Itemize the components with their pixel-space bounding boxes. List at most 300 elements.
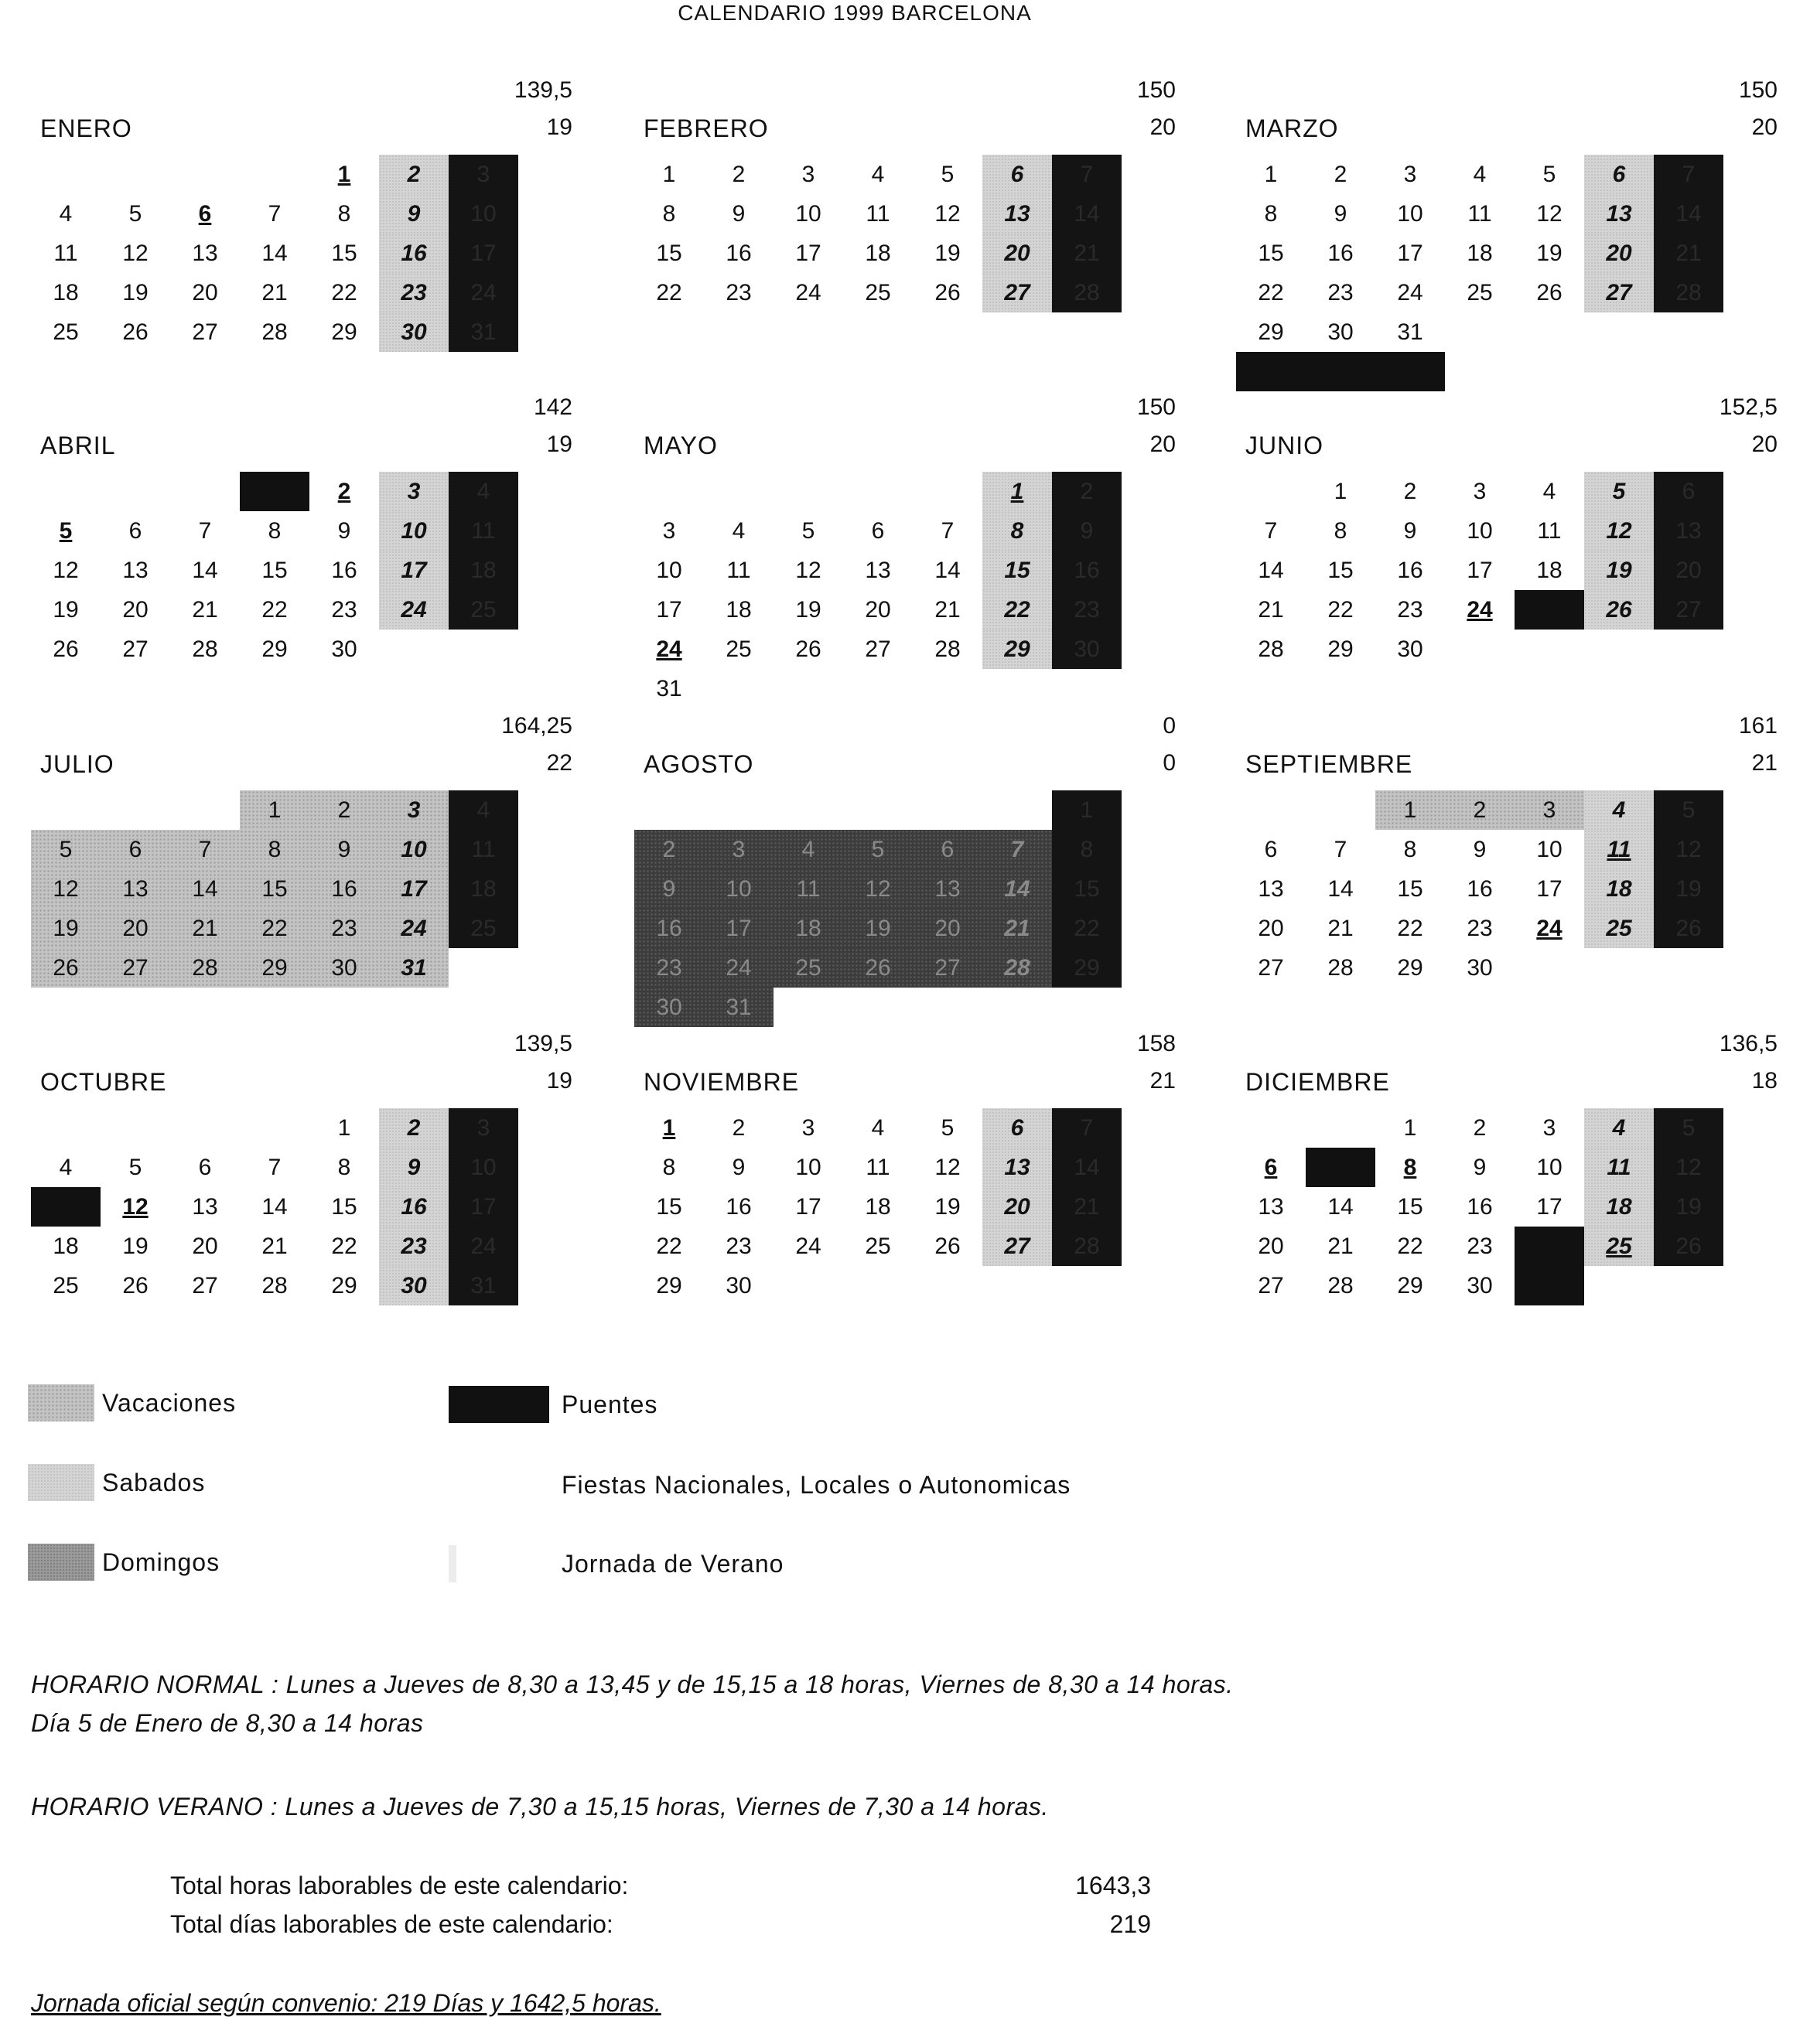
day-cell: 4 xyxy=(59,201,73,227)
day-cell: 21 xyxy=(1654,234,1723,273)
day-cell: 20 xyxy=(1584,234,1654,273)
day-cell: 13 xyxy=(1258,1194,1284,1220)
legend-verano-label: Jornada de Verano xyxy=(562,1550,784,1578)
day-cell: 26 xyxy=(1536,280,1562,305)
day-cell: 12 xyxy=(122,241,149,266)
month-workdays: 20 xyxy=(1751,432,1778,457)
day-cell: 14 xyxy=(192,558,218,583)
day-cell: 2 xyxy=(1403,479,1417,504)
day-cell: 30 xyxy=(309,948,379,988)
day-cell: 11 xyxy=(866,1155,890,1180)
day-cell: 15 xyxy=(1052,869,1122,909)
day-cell: 15 xyxy=(656,241,682,266)
month-name: OCTUBRE xyxy=(40,1068,167,1096)
day-cell: 13 xyxy=(122,558,149,583)
day-cell: 24 xyxy=(795,1234,821,1259)
day-cell: 9 xyxy=(379,194,449,234)
day-cell: 17 xyxy=(1536,876,1562,902)
day-cell: 2 xyxy=(732,162,746,187)
day-cell: 21 xyxy=(261,1234,288,1259)
month-workdays: 19 xyxy=(546,432,572,457)
day-cell: 5 xyxy=(59,518,73,544)
month-hours: 150 xyxy=(1136,394,1176,420)
day-cell: 21 xyxy=(1052,1187,1122,1227)
day-cell: 1 xyxy=(1264,162,1278,187)
puente-block xyxy=(1515,1227,1584,1266)
day-cell: 15 xyxy=(982,551,1052,590)
day-cell: 3 xyxy=(379,472,449,511)
day-cell: 2 xyxy=(379,155,449,194)
day-cell: 22 xyxy=(1397,916,1423,941)
day-cell: 4 xyxy=(871,1115,885,1141)
day-cell: 11 xyxy=(1467,201,1492,227)
day-cell: 3 xyxy=(449,1108,518,1148)
day-cell: 20 xyxy=(982,1187,1052,1227)
day-cell: 8 xyxy=(1052,830,1122,869)
page-title: CALENDARIO 1999 BARCELONA xyxy=(678,1,1032,25)
day-cell: 8 xyxy=(1403,1155,1417,1180)
total-horas-value: 1643,3 xyxy=(1075,1872,1151,1899)
day-cell: 18 xyxy=(774,909,843,948)
day-cell: 27 xyxy=(982,1227,1052,1266)
day-cell: 11 xyxy=(449,830,518,869)
day-cell: 13 xyxy=(865,558,891,583)
day-cell: 21 xyxy=(170,909,240,948)
month-agosto xyxy=(634,713,1222,1022)
day-cell: 29 xyxy=(331,1273,357,1298)
day-cell: 5 xyxy=(941,162,955,187)
day-cell: 22 xyxy=(240,909,309,948)
day-cell: 1 xyxy=(337,1115,351,1141)
month-name: JUNIO xyxy=(1245,432,1323,459)
day-cell: 6 xyxy=(101,830,170,869)
day-cell: 6 xyxy=(128,518,142,544)
day-cell: 2 xyxy=(732,1115,746,1141)
month-hours: 164,25 xyxy=(501,713,572,739)
day-cell: 2 xyxy=(634,830,704,869)
day-cell: 23 xyxy=(309,909,379,948)
day-cell: 13 xyxy=(192,241,218,266)
day-cell: 28 xyxy=(192,636,218,662)
day-cell: 15 xyxy=(656,1194,682,1220)
day-cell: 7 xyxy=(268,201,282,227)
day-cell: 23 xyxy=(1467,1234,1493,1259)
day-cell: 18 xyxy=(1467,241,1493,266)
day-cell: 29 xyxy=(1397,955,1423,981)
day-cell: 28 xyxy=(261,1273,288,1298)
day-cell: 26 xyxy=(1584,590,1654,630)
day-cell: 23 xyxy=(726,280,752,305)
day-cell: 1 xyxy=(1403,1115,1417,1141)
puente-block xyxy=(1515,590,1584,630)
day-cell: 9 xyxy=(732,1155,746,1180)
puentes-swatch xyxy=(449,1386,549,1423)
day-cell: 31 xyxy=(449,312,518,352)
day-cell: 6 xyxy=(198,201,212,227)
month-workdays: 0 xyxy=(1163,750,1176,776)
day-cell: 14 xyxy=(1258,558,1284,583)
day-cell: 14 xyxy=(982,869,1052,909)
day-cell: 8 xyxy=(662,201,676,227)
day-cell: 16 xyxy=(379,1187,449,1227)
day-cell: 30 xyxy=(634,988,704,1027)
month-name: NOVIEMBRE xyxy=(644,1068,800,1096)
day-cell: 21 xyxy=(192,597,218,623)
day-cell: 4 xyxy=(1542,479,1556,504)
vacaciones-swatch xyxy=(28,1384,94,1421)
day-cell: 27 xyxy=(122,636,149,662)
day-cell: 26 xyxy=(934,1234,961,1259)
day-cell: 20 xyxy=(192,1234,218,1259)
day-cell: 13 xyxy=(982,194,1052,234)
day-cell: 24 xyxy=(795,280,821,305)
total-horas-label: Total horas laborables de este calendario: xyxy=(170,1872,629,1899)
month-julio xyxy=(31,713,619,1022)
day-cell: 21 xyxy=(1052,234,1122,273)
month-workdays: 21 xyxy=(1751,750,1778,776)
day-cell: 25 xyxy=(1584,909,1654,948)
legend-domingos-label: Domingos xyxy=(102,1548,220,1576)
day-cell: 23 xyxy=(1397,597,1423,623)
month-octubre xyxy=(31,1031,619,1340)
day-cell: 27 xyxy=(1258,1273,1284,1298)
day-cell: 4 xyxy=(449,472,518,511)
day-cell: 2 xyxy=(379,1108,449,1148)
day-cell: 29 xyxy=(240,948,309,988)
day-cell: 30 xyxy=(726,1273,752,1298)
day-cell: 17 xyxy=(379,551,449,590)
month-name: DICIEMBRE xyxy=(1245,1068,1390,1096)
day-cell: 5 xyxy=(941,1115,955,1141)
day-cell: 29 xyxy=(331,319,357,345)
legend-vacaciones-label: Vacaciones xyxy=(102,1389,237,1417)
day-cell: 7 xyxy=(170,830,240,869)
day-cell: 12 xyxy=(31,869,101,909)
day-cell: 23 xyxy=(379,273,449,312)
day-cell: 28 xyxy=(934,636,961,662)
day-cell: 17 xyxy=(449,234,518,273)
day-cell: 13 xyxy=(1584,194,1654,234)
month-name: SEPTIEMBRE xyxy=(1245,750,1413,778)
day-cell: 25 xyxy=(53,1273,79,1298)
day-cell: 18 xyxy=(1584,869,1654,909)
day-cell: 27 xyxy=(192,1273,218,1298)
day-cell: 9 xyxy=(1052,511,1122,551)
day-cell: 20 xyxy=(982,234,1052,273)
day-cell: 30 xyxy=(379,312,449,352)
day-cell: 5 xyxy=(801,518,815,544)
day-cell: 14 xyxy=(1327,876,1354,902)
day-cell: 8 xyxy=(337,201,351,227)
day-cell: 14 xyxy=(1327,1194,1354,1220)
month-hours: 150 xyxy=(1738,77,1778,103)
day-cell: 24 xyxy=(449,273,518,312)
day-cell: 18 xyxy=(53,280,79,305)
day-cell: 12 xyxy=(122,1194,149,1220)
day-cell: 19 xyxy=(934,1194,961,1220)
day-cell: 25 xyxy=(1584,1227,1654,1266)
day-cell: 23 xyxy=(1327,280,1354,305)
day-cell: 20 xyxy=(1258,916,1284,941)
day-cell: 8 xyxy=(982,511,1052,551)
day-cell: 26 xyxy=(843,948,913,988)
day-cell: 18 xyxy=(865,1194,891,1220)
day-cell: 13 xyxy=(913,869,982,909)
day-cell: 28 xyxy=(261,319,288,345)
day-cell: 7 xyxy=(1654,155,1723,194)
day-cell: 1 xyxy=(1052,790,1122,830)
day-cell: 9 xyxy=(337,518,351,544)
day-cell: 28 xyxy=(1258,636,1284,662)
day-cell: 19 xyxy=(843,909,913,948)
day-cell: 7 xyxy=(198,518,212,544)
day-cell: 15 xyxy=(331,241,357,266)
day-cell: 31 xyxy=(656,676,682,701)
day-cell: 11 xyxy=(726,558,751,583)
day-cell: 29 xyxy=(261,636,288,662)
day-cell: 10 xyxy=(449,1148,518,1187)
day-cell: 29 xyxy=(1258,319,1284,345)
day-cell: 9 xyxy=(1403,518,1417,544)
day-cell: 5 xyxy=(128,201,142,227)
day-cell: 26 xyxy=(934,280,961,305)
day-cell: 16 xyxy=(379,234,449,273)
day-cell: 5 xyxy=(1584,472,1654,511)
day-cell: 24 xyxy=(1397,280,1423,305)
day-cell: 30 xyxy=(1052,630,1122,669)
day-cell: 21 xyxy=(1258,597,1284,623)
day-cell: 5 xyxy=(1654,1108,1723,1148)
day-cell: 25 xyxy=(53,319,79,345)
month-febrero xyxy=(634,77,1222,387)
day-cell: 22 xyxy=(331,280,357,305)
month-hours: 139,5 xyxy=(514,77,572,103)
day-cell: 30 xyxy=(379,1266,449,1305)
day-cell: 12 xyxy=(843,869,913,909)
day-cell: 14 xyxy=(1654,194,1723,234)
day-cell: 24 xyxy=(379,590,449,630)
day-cell: 11 xyxy=(1537,518,1562,544)
day-cell: 10 xyxy=(656,558,682,583)
day-cell: 19 xyxy=(1536,241,1562,266)
day-cell: 23 xyxy=(634,948,704,988)
day-cell: 16 xyxy=(634,909,704,948)
day-cell: 30 xyxy=(1467,955,1493,981)
day-cell: 12 xyxy=(1536,201,1562,227)
day-cell: 23 xyxy=(331,597,357,623)
day-cell: 2 xyxy=(1473,1115,1487,1141)
day-cell: 21 xyxy=(1327,916,1354,941)
day-cell: 5 xyxy=(1654,790,1723,830)
day-cell: 2 xyxy=(337,479,351,504)
day-cell: 10 xyxy=(449,194,518,234)
day-cell: 8 xyxy=(337,1155,351,1180)
day-cell: 30 xyxy=(1327,319,1354,345)
day-cell: 28 xyxy=(1654,273,1723,312)
month-workdays: 20 xyxy=(1149,432,1176,457)
puente-block xyxy=(1236,352,1445,391)
day-cell: 16 xyxy=(1397,558,1423,583)
day-cell: 13 xyxy=(101,869,170,909)
day-cell: 27 xyxy=(982,273,1052,312)
day-cell: 8 xyxy=(1334,518,1347,544)
day-cell: 19 xyxy=(1654,869,1723,909)
day-cell: 19 xyxy=(1654,1187,1723,1227)
day-cell: 24 xyxy=(449,1227,518,1266)
day-cell: 10 xyxy=(379,830,449,869)
day-cell: 8 xyxy=(662,1155,676,1180)
day-cell: 4 xyxy=(1473,162,1487,187)
day-cell: 28 xyxy=(1052,1227,1122,1266)
month-workdays: 19 xyxy=(546,1068,572,1094)
day-cell: 20 xyxy=(192,280,218,305)
day-cell: 11 xyxy=(1584,830,1654,869)
day-cell: 9 xyxy=(1334,201,1347,227)
day-cell: 27 xyxy=(1584,273,1654,312)
day-cell: 11 xyxy=(449,511,518,551)
day-cell: 29 xyxy=(1052,948,1122,988)
day-cell: 1 xyxy=(662,1115,676,1141)
day-cell: 8 xyxy=(1403,837,1417,862)
day-cell: 26 xyxy=(53,636,79,662)
day-cell: 20 xyxy=(913,909,982,948)
day-cell: 2 xyxy=(1445,790,1515,830)
day-cell: 21 xyxy=(934,597,961,623)
day-cell: 3 xyxy=(379,790,449,830)
day-cell: 25 xyxy=(449,909,518,948)
day-cell: 19 xyxy=(934,241,961,266)
month-septiembre xyxy=(1236,713,1793,1022)
day-cell: 15 xyxy=(1258,241,1284,266)
day-cell: 12 xyxy=(1584,511,1654,551)
month-hours: 158 xyxy=(1136,1031,1176,1056)
day-cell: 6 xyxy=(913,830,982,869)
day-cell: 27 xyxy=(913,948,982,988)
day-cell: 4 xyxy=(774,830,843,869)
day-cell: 4 xyxy=(1584,1108,1654,1148)
day-cell: 27 xyxy=(1258,955,1284,981)
day-cell: 19 xyxy=(1584,551,1654,590)
day-cell: 3 xyxy=(1542,1115,1556,1141)
month-workdays: 21 xyxy=(1149,1068,1176,1094)
sabados-swatch xyxy=(28,1464,94,1501)
day-cell: 16 xyxy=(1327,241,1354,266)
legend-sabados-label: Sabados xyxy=(102,1469,206,1496)
day-cell: 16 xyxy=(726,1194,752,1220)
month-name: ABRIL xyxy=(40,432,116,459)
day-cell: 14 xyxy=(1052,1148,1122,1187)
day-cell: 23 xyxy=(1467,916,1493,941)
day-cell: 18 xyxy=(53,1234,79,1259)
day-cell: 27 xyxy=(865,636,891,662)
month-hours: 139,5 xyxy=(514,1031,572,1056)
day-cell: 17 xyxy=(795,1194,821,1220)
day-cell: 24 xyxy=(1467,597,1493,623)
day-cell: 4 xyxy=(59,1155,73,1180)
day-cell: 5 xyxy=(128,1155,142,1180)
verano-swatch xyxy=(449,1545,456,1582)
day-cell: 25 xyxy=(865,280,891,305)
day-cell: 17 xyxy=(656,597,682,623)
month-name: ENERO xyxy=(40,114,132,142)
day-cell: 26 xyxy=(795,636,821,662)
day-cell: 14 xyxy=(261,1194,288,1220)
day-cell: 16 xyxy=(331,558,357,583)
day-cell: 17 xyxy=(1467,558,1493,583)
day-cell: 17 xyxy=(449,1187,518,1227)
month-diciembre xyxy=(1236,1031,1793,1340)
day-cell: 9 xyxy=(379,1148,449,1187)
day-cell: 20 xyxy=(865,597,891,623)
day-cell: 24 xyxy=(379,909,449,948)
day-cell: 12 xyxy=(53,558,79,583)
day-cell: 25 xyxy=(726,636,752,662)
day-cell: 6 xyxy=(982,155,1052,194)
month-hours: 142 xyxy=(533,394,572,420)
day-cell: 15 xyxy=(1327,558,1354,583)
day-cell: 21 xyxy=(261,280,288,305)
day-cell: 26 xyxy=(31,948,101,988)
day-cell: 12 xyxy=(934,1155,961,1180)
day-cell: 29 xyxy=(656,1273,682,1298)
day-cell: 4 xyxy=(1584,790,1654,830)
day-cell: 3 xyxy=(449,155,518,194)
day-cell: 16 xyxy=(726,241,752,266)
horario-normal-note: HORARIO NORMAL : Lunes a Jueves de 8,30 a 13,45 y de 15,15 a 18 horas, Viernes de 8,30 a 14 horas. xyxy=(31,1670,1234,1698)
month-name: FEBRERO xyxy=(644,114,769,142)
day-cell: 4 xyxy=(449,790,518,830)
puente-block xyxy=(31,1187,101,1227)
day-cell: 7 xyxy=(941,518,955,544)
day-cell: 2 xyxy=(1334,162,1347,187)
day-cell: 11 xyxy=(53,241,78,266)
day-cell: 16 xyxy=(1467,1194,1493,1220)
month-hours: 150 xyxy=(1136,77,1176,103)
day-cell: 18 xyxy=(449,551,518,590)
day-cell: 20 xyxy=(101,909,170,948)
day-cell: 19 xyxy=(53,597,79,623)
month-hours: 136,5 xyxy=(1719,1031,1778,1056)
day-cell: 22 xyxy=(261,597,288,623)
day-cell: 11 xyxy=(774,869,843,909)
day-cell: 22 xyxy=(982,590,1052,630)
day-cell: 31 xyxy=(449,1266,518,1305)
month-junio xyxy=(1236,394,1793,704)
day-cell: 3 xyxy=(662,518,676,544)
month-workdays: 20 xyxy=(1149,114,1176,140)
total-dias-label: Total días laborables de este calendario: xyxy=(170,1910,613,1938)
day-cell: 18 xyxy=(1536,558,1562,583)
day-cell: 22 xyxy=(1258,280,1284,305)
month-noviembre xyxy=(634,1031,1222,1340)
day-cell: 15 xyxy=(1397,876,1423,902)
day-cell: 1 xyxy=(1375,790,1445,830)
month-name: AGOSTO xyxy=(644,750,754,778)
month-mayo xyxy=(634,394,1222,704)
day-cell: 19 xyxy=(31,909,101,948)
day-cell: 7 xyxy=(982,830,1052,869)
day-cell: 9 xyxy=(634,869,704,909)
day-cell: 29 xyxy=(1397,1273,1423,1298)
day-cell: 9 xyxy=(732,201,746,227)
day-cell: 6 xyxy=(1264,837,1278,862)
day-cell: 29 xyxy=(1327,636,1354,662)
day-cell: 18 xyxy=(449,869,518,909)
day-cell: 1 xyxy=(1334,479,1347,504)
day-cell: 4 xyxy=(732,518,746,544)
day-cell: 5 xyxy=(1542,162,1556,187)
day-cell: 30 xyxy=(1467,1273,1493,1298)
